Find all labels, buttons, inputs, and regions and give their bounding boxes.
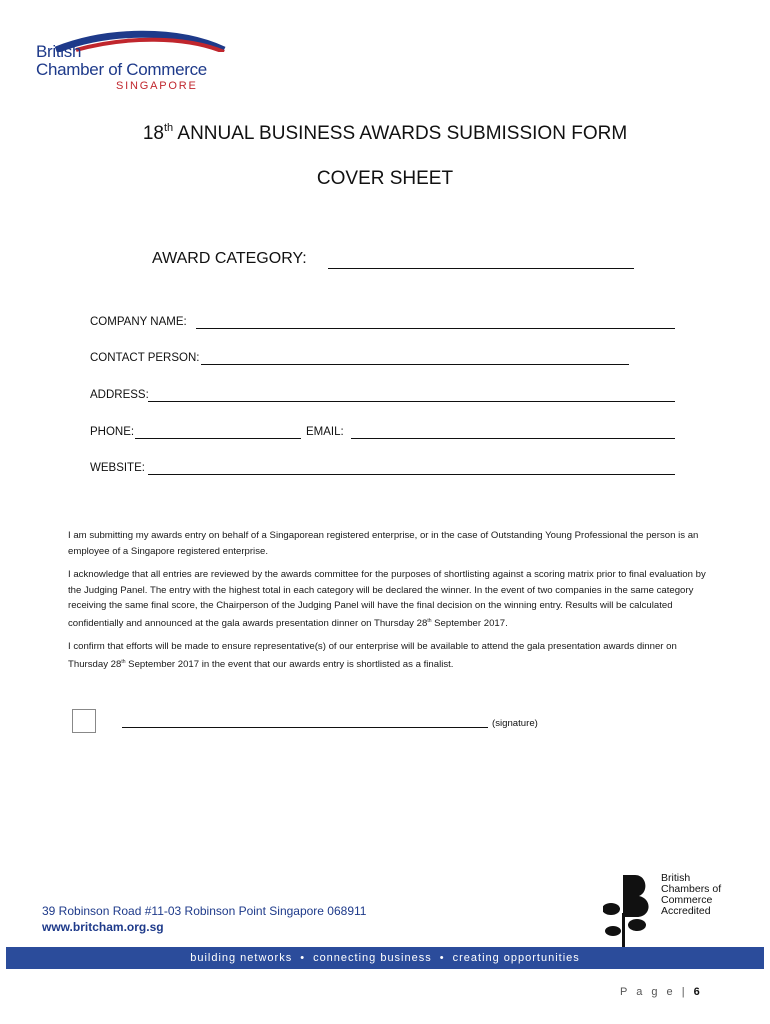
email-label: EMAIL: [306, 426, 344, 438]
phone-field[interactable] [135, 438, 301, 439]
contact-person-field[interactable] [201, 364, 629, 365]
phone-label: PHONE: [90, 426, 135, 438]
declaration-paragraph-1: I am submitting my awards entry on behalf of a Singaporean registered enterprise, or in the case of Outstanding Young Professional the person is an employee of a Singapore registered enterprise. [68, 530, 699, 557]
website-field[interactable] [148, 474, 675, 475]
company-name-label: COMPANY NAME: [90, 316, 187, 328]
address-field[interactable] [148, 401, 675, 402]
logo-line-british: British [36, 42, 82, 61]
signature-label: (signature) [492, 718, 538, 729]
declaration-paragraph-2: I acknowledge that all entries are reviewed by the awards committee for the purposes of shortlisting against a scoring matrix prior to final evaluation by the Judging Panel. The entry with the highest total in each category will be declared the winner. In the event of two companies in the same category receiving the same final score, the Chairperson of the Judging Panel will have the final decision on the winning entry. Results will be calculated confidentially and announced at the gala awards presentation dinner on Thursday 28th September 2017. [68, 569, 706, 629]
tagline-band [6, 947, 764, 969]
footer-website-link[interactable]: www.britcham.org.sg [42, 920, 164, 934]
accredited-text: British Chambers of Commerce Accredited [661, 872, 722, 917]
footer-address: 39 Robinson Road #11-03 Robinson Point Singapore 068911 [42, 904, 367, 918]
email-field[interactable] [351, 438, 675, 439]
logo-line-chamber: Chamber of Commerce [36, 60, 207, 79]
form-subtitle: COVER SHEET [316, 168, 454, 189]
acknowledge-checkbox[interactable] [72, 709, 96, 733]
declaration-paragraph-3: I confirm that efforts will be made to ensure representative(s) of our enterprise will be available to attend the gala presentation awards dinner on Thursday 28th September 2017 in the event that our awards entry is shortlisted as a finalist. [68, 641, 677, 670]
award-category-field[interactable] [328, 268, 634, 269]
form-title: 18th ANNUAL BUSINESS AWARDS SUBMISSION FORM [142, 122, 628, 144]
bcc-accredited-mark [603, 873, 743, 953]
company-name-field[interactable] [196, 328, 675, 329]
contact-person-label: CONTACT PERSON: [90, 352, 200, 364]
award-category-label: AWARD CATEGORY: [152, 250, 307, 267]
website-label: WEBSITE: [90, 462, 145, 474]
tagline-text: building networks • connecting business • creating opportunities [190, 952, 580, 964]
signature-field[interactable] [122, 727, 488, 728]
logo-line-singapore: SINGAPORE [116, 80, 198, 92]
address-label: ADDRESS: [90, 389, 149, 401]
page-number: P a g e | 6 [620, 986, 700, 998]
bcc-singapore-logo [36, 28, 236, 98]
accredited-tree-icon [603, 873, 659, 953]
declaration-text [68, 528, 708, 680]
